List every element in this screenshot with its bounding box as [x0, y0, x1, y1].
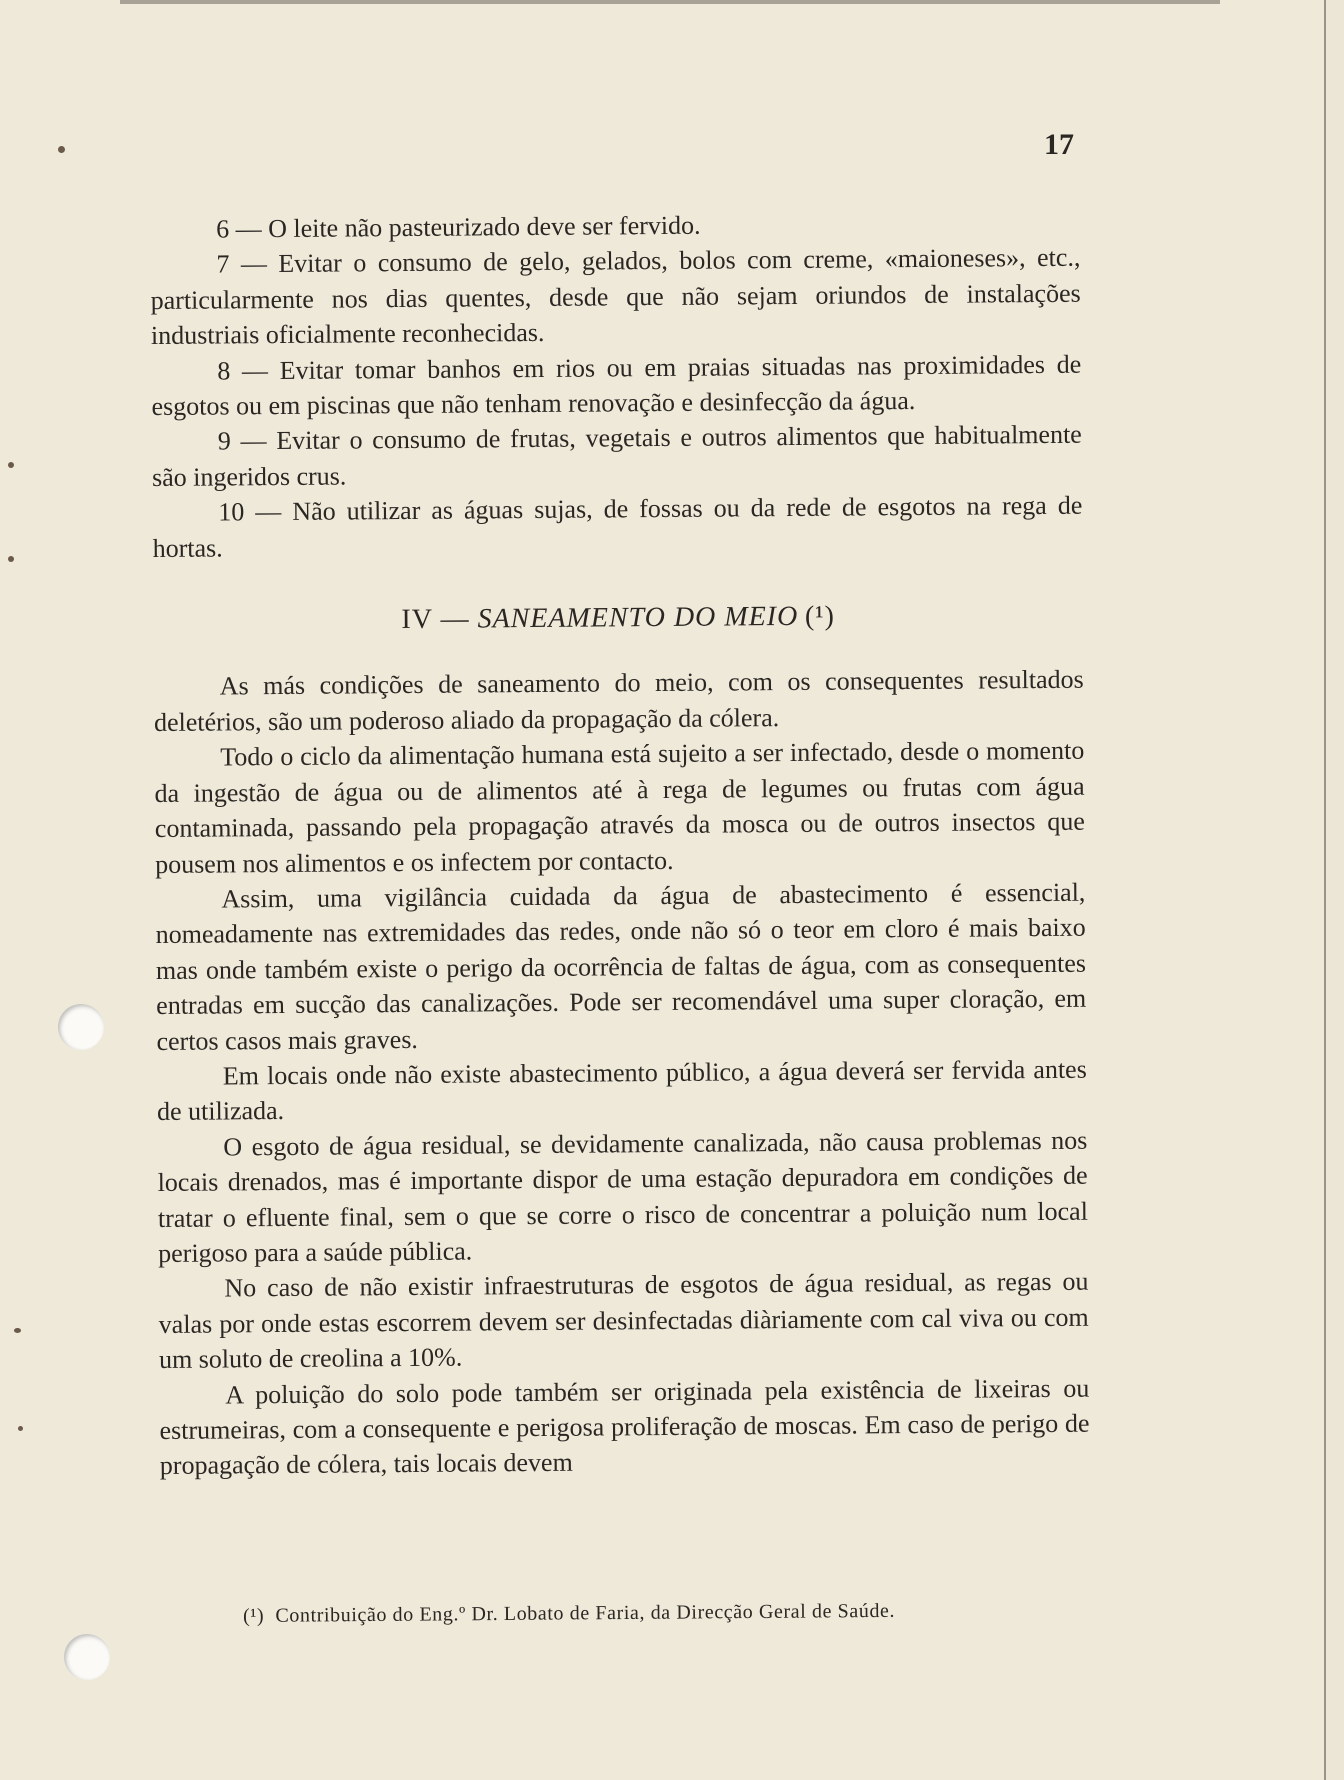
section-heading [153, 597, 1083, 640]
section-numeral: IV — [401, 603, 478, 636]
footnote [243, 1598, 1103, 1628]
page-number: 17 [1044, 128, 1074, 161]
ink-speck [14, 1328, 21, 1333]
body-text [150, 205, 1090, 1484]
binder-hole [58, 1004, 104, 1050]
paragraph-1: As más condições de saneamento do meio, com os consequentes resultados deletérios, são um poderoso aliado da propagação da cólera. [153, 665, 1084, 737]
binder-hole [64, 1634, 110, 1680]
paragraph-3: Assim, uma vigilância cuidada da água de abastecimento é essencial, nomeadamente nas extremidades das redes, onde não só o teor em cloro é mais baixo mas onde também existe o perigo da ocorrência de faltas de água, com as consequentes entradas em sucção das canalizações. Pode ser recomendável uma super cloração, em certos casos mais graves. [155, 877, 1087, 1056]
section-title: SANEAMENTO DO MEIO [477, 600, 799, 635]
footnote-ref: (¹) [243, 1604, 265, 1627]
paragraph-2: Todo o ciclo da alimentação humana está sujeito a ser infectado, desde o momento da ingestão de água ou de alimentos até à rega de legumes ou frutas com água contaminada, passando pela propagação através da mosca ou de outros insectos que pousem nos alimentos e os infectem por contacto. [154, 735, 1085, 879]
ink-speck [58, 146, 65, 153]
list-item-9: 9 — Evitar o consumo de frutas, vegetais e outros alimentos que habitualmente são ingeridos crus. [151, 420, 1082, 492]
paragraph-4: Em locais onde não existe abastecimento público, a água deverá ser fervida antes de utilizada. [156, 1054, 1087, 1127]
footnote-text: Contribuição do Eng.º Dr. Lobato de Faria, da Direcção Geral de Saúde. [275, 1599, 896, 1627]
list-item-8: 8 — Evitar tomar banhos em rios ou em praias situadas nas proximidades de esgotos ou em piscinas que não tenham renovação e desinfecção da água. [151, 349, 1082, 422]
ink-speck [8, 556, 14, 562]
paragraph-5: O esgoto de água residual, se devidamente canalizada, não causa problemas nos locais drenados, mas é importante dispor de uma estação depuradora em condições de tratar o efluente final, sem o que se corre o risco de concentrar a poluição num local perigoso para a saúde pública. [157, 1125, 1088, 1268]
paragraph-6: No caso de não existir infraestruturas de esgotos de água residual, as regas ou valas por onde estas escorrem devem ser desinfectadas diàriamente com cal viva ou com um soluto de creolina a 10%. [158, 1267, 1089, 1375]
ink-speck [18, 1426, 23, 1431]
page-top-edge [120, 0, 1220, 4]
list-item-6: 6 — O leite não pasteurizado deve ser fervido. [216, 210, 701, 244]
ink-speck [8, 462, 14, 468]
list-item-10: 10 — Não utilizar as águas sujas, de fossas ou da rede de esgotos na rega de hortas. [152, 490, 1083, 563]
paragraph-7: A poluição do solo pode também ser originada pela existência de lixeiras ou estrumeiras, com a consequente e perigosa proliferação de moscas. Em caso de perigo de propagação de cólera, tais locais devem [159, 1373, 1090, 1481]
section-note-ref: (¹) [804, 600, 836, 632]
list-item-7: 7 — Evitar o consumo de gelo, gelados, bolos com creme, «maioneses», etc., particularmente nos dias quentes, desde que não sejam oriundos de instalações industriais oficialmente reconhecidas. [150, 243, 1081, 351]
